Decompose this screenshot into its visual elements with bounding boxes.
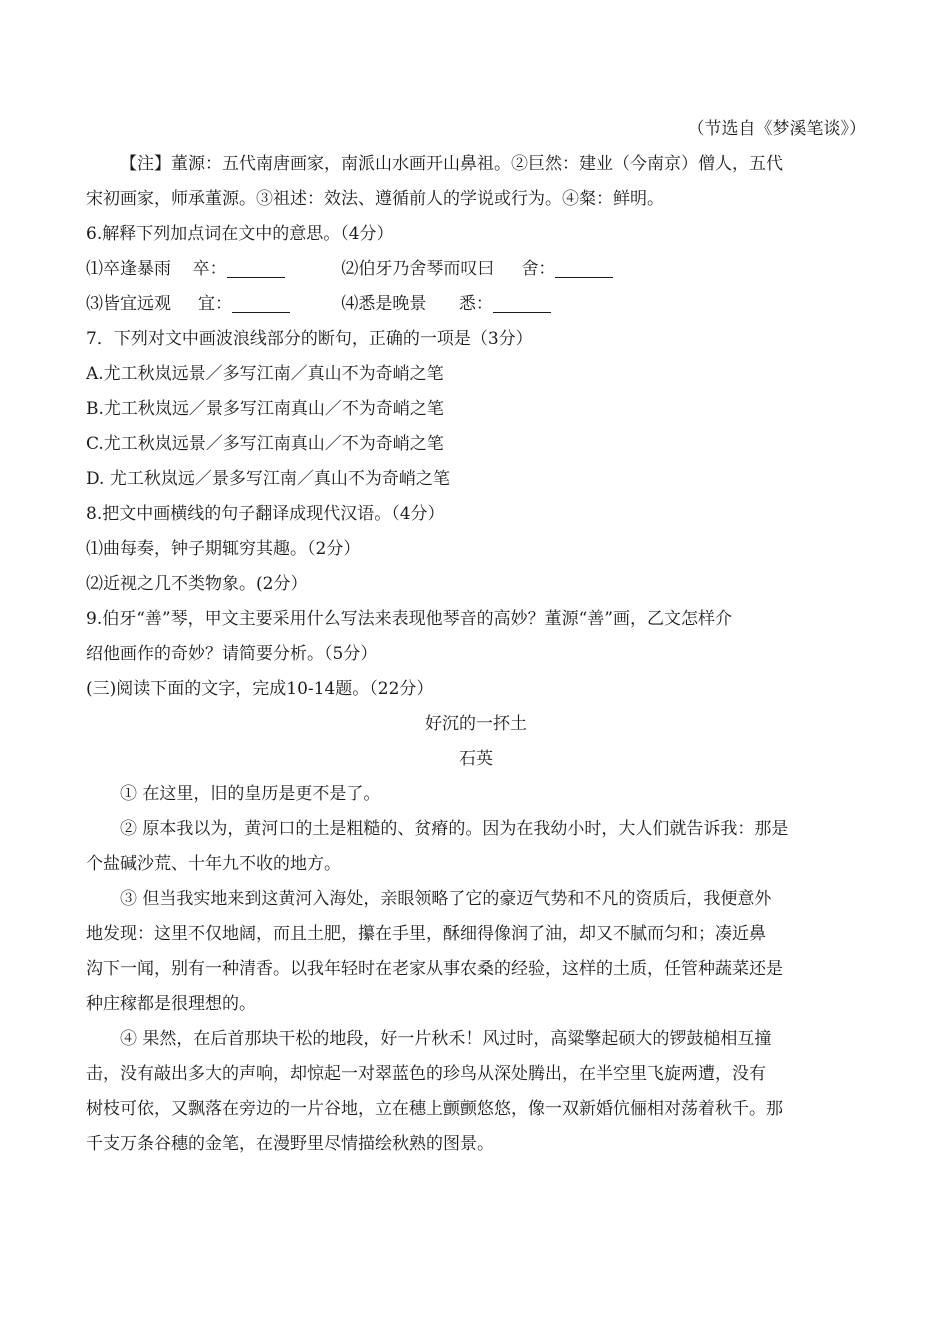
annotation-line-2: 宋初画家，师承董源。③祖述：效法、遵循前人的学说或行为。④粲：鲜明。 <box>86 189 664 209</box>
annotation-line-1: 【注】董源：五代南唐画家，南派山水画开山鼻祖。②巨然：建业（今南京）僧人，五代 <box>120 154 783 174</box>
question-7-option-d: D. 尤工秋岚远／景多写江南／真山不为奇峭之笔 <box>86 469 450 489</box>
article-line: 树枝可依，又飘落在旁边的一片谷地，立在穗上颤颤悠悠，像一双新婚伉俪相对荡着秋千。那 <box>86 1099 783 1119</box>
article-line: 沟下一闻，别有一种清香。以我年轻时在老家从事农桑的经验，这样的土质，任管种蔬菜还是 <box>86 959 783 979</box>
question-9-line-2: 绍他画作的奇妙？请简要分析。（5分） <box>86 644 378 664</box>
answer-blank[interactable] <box>227 257 285 278</box>
section-3-heading: (三)阅读下面的文字，完成10-14题。（22分） <box>86 679 434 699</box>
question-8-stem: 8.把文中画横线的句子翻译成现代汉语。（4分） <box>86 504 445 524</box>
question-7-option-b: B.尤工秋岚远／景多写江南真山／不为奇峭之笔 <box>86 399 444 419</box>
article-line: 种庄稼都是很理想的。 <box>86 994 256 1014</box>
question-6-row-2 <box>86 287 866 322</box>
answer-blank[interactable] <box>493 292 551 313</box>
question-7-option-c: C.尤工秋岚远景／多写江南真山／不为奇峭之笔 <box>86 434 444 454</box>
question-8-item-1: ⑴曲每奏，钟子期辄穷其趣。（2分） <box>86 539 361 559</box>
question-6-item-2: ⑵伯牙乃舍琴而叹曰 舍： <box>341 252 611 287</box>
article-line: ① 在这里，旧的皇历是更不是了。 <box>120 784 381 804</box>
article-author: 石英 <box>459 749 493 769</box>
document-page <box>86 112 866 1162</box>
question-6-stem: 6.解释下列加点词在文中的意思。（4分） <box>86 224 394 244</box>
article-line: 个盐碱沙荒、十年九不收的地方。 <box>86 854 341 874</box>
question-6-item-1: ⑴卒逢暴雨 卒： <box>86 252 336 287</box>
article-line: ② 原本我以为，黄河口的土是粗糙的、贫瘠的。因为在我幼小时，大人们就告诉我：那是 <box>120 819 789 839</box>
question-6-row-1 <box>86 252 866 287</box>
question-7-stem: 7．下列对文中画波浪线部分的断句，正确的一项是（3分） <box>86 329 533 349</box>
article-line: ③ 但当我实地来到这黄河入海处，亲眼领略了它的豪迈气势和不凡的资质后，我便意外 <box>120 889 772 909</box>
question-7-option-a: A.尤工秋岚远景／多写江南／真山不为奇峭之笔 <box>86 364 444 384</box>
article-line: ④ 果然，在后首那块干松的地段，好一片秋禾！风过时，高粱擎起硕大的锣鼓槌相互撞 <box>120 1029 772 1049</box>
article-line: 千支万条谷穗的金笔，在漫野里尽情描绘秋熟的图景。 <box>86 1134 494 1154</box>
article-line: 击，没有敲出多大的声响，却惊起一对翠蓝色的珍鸟从深处腾出，在半空里飞旋两遭，没有 <box>86 1064 766 1084</box>
source-citation: （节选自《梦溪笔谈》） <box>687 119 866 139</box>
answer-blank[interactable] <box>232 292 290 313</box>
question-6-item-3: ⑶皆宜远观 宜： <box>86 287 336 322</box>
article-body <box>86 777 866 1162</box>
question-8-item-2: ⑵近视之几不类物象。(2分） <box>86 574 308 594</box>
question-9-line-1: 9.伯牙“善”琴，甲文主要采用什么写法来表现他琴音的高妙？董源“善”画，乙文怎样介 <box>86 609 732 629</box>
article-title: 好沉的一抔土 <box>425 714 527 734</box>
question-6-item-4: ⑷悉是晚景 悉： <box>341 287 611 322</box>
article-line: 地发现：这里不仅地阔，而且土肥，攥在手里，酥细得像润了油，却又不腻而匀和；凑近鼻 <box>86 924 766 944</box>
answer-blank[interactable] <box>555 257 613 278</box>
